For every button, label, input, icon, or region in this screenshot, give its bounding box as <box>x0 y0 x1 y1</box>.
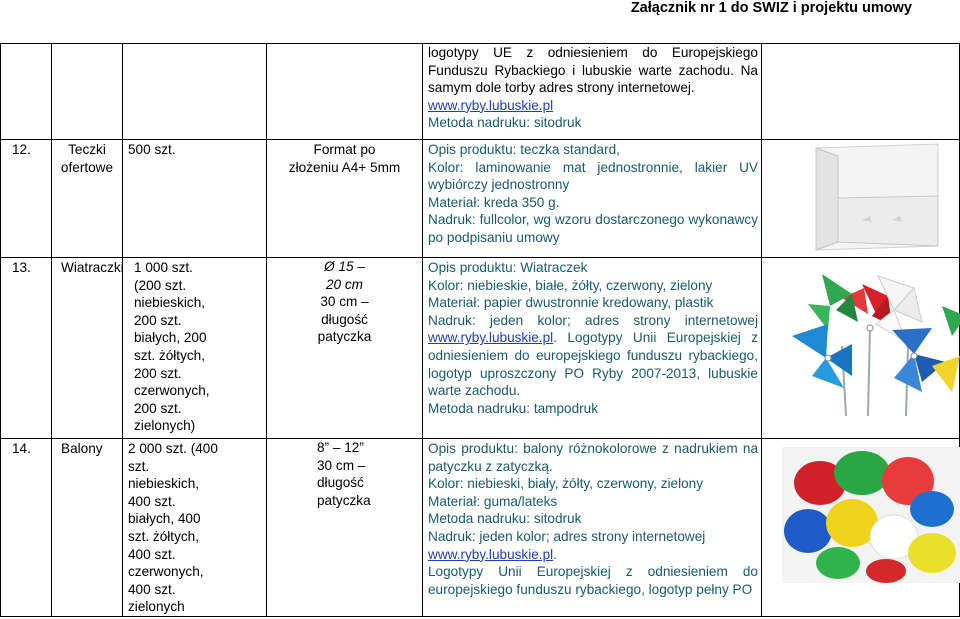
table-row <box>1 44 960 140</box>
kolor-value: laminowanie mat jednostronnie, lakier UV wybiórczy jednostronny <box>428 159 758 193</box>
row-number: 12. <box>1 140 52 258</box>
row-number: 14. <box>1 439 52 617</box>
cell-image <box>762 44 960 140</box>
website-link[interactable]: www.ryby.lubuskie.pl <box>428 97 554 113</box>
website-link[interactable]: www.ryby.lubuskie.pl <box>428 546 554 562</box>
table-row <box>1 439 960 617</box>
cell-description <box>423 140 762 258</box>
quantity-text: 2 000 szt. (400 szt. niebieskich, 400 szt. białych, 400 szt. żółtych, 400 szt. czerwonych, 400 szt. zielonych <box>128 441 218 615</box>
size <box>267 439 423 617</box>
kolor-label: Kolor: <box>428 159 464 175</box>
product-name: Wiatraczki <box>52 258 123 439</box>
size-diameter: 8” – 12” <box>317 440 364 455</box>
kolor-value: niebieski, biały, żółty, czerwony, zielony <box>467 476 704 492</box>
cell-image <box>762 258 960 439</box>
product-name: Teczki ofertowe <box>52 140 123 258</box>
kolor-label: Kolor: <box>428 476 464 492</box>
size <box>267 258 423 439</box>
opis-value: Wiatraczek <box>520 260 588 275</box>
product-name: Balony <box>52 439 123 617</box>
kolor-value: niebieskie, białe, żółty, czerwony, zielony <box>467 277 713 293</box>
size: Format po złożeniu A4+ 5mm <box>267 140 423 258</box>
cell-qty <box>123 44 267 140</box>
opis-label: Opis produktu: <box>428 142 517 157</box>
logo-text: Logotypy Unii Europejskiej z odniesieniem do europejskiego funduszu rybackiego, logotyp pełny PO <box>428 564 758 597</box>
nadruk-value: fullcolor, wg wzoru dostarczonego wykonawcy po podpisaniu umowy <box>428 212 758 245</box>
method-label: Metoda nadruku: <box>428 400 531 416</box>
nadruk-value: jeden kolor; adres strony internetowej <box>479 528 706 544</box>
cell-name <box>52 44 123 140</box>
size-length: 30 cm – długość patyczka <box>317 294 372 345</box>
size-length: 30 cm – długość patyczka <box>317 457 371 508</box>
cell-description <box>423 439 762 617</box>
logo-text: . Logotypy Unii Europejskiej z odniesieniem do europejskiego funduszu rybackiego, logotyp uproszczony PO Ryby 2007-2013, lubuskie warte zachodu. <box>428 330 758 399</box>
opis-value: teczka standard, <box>520 142 620 157</box>
nadruk-value: jeden kolor; adres strony internetowej <box>489 312 758 328</box>
website-link[interactable]: www.ryby.lubuskie.pl <box>428 330 554 346</box>
material-value: guma/lateks <box>483 493 558 509</box>
nadruk-label: Nadruk: <box>428 528 476 544</box>
cell-num <box>1 44 52 140</box>
method-label: Metoda nadruku: <box>428 115 531 131</box>
cell-size <box>267 44 423 140</box>
size-diameter: Ø 15 – 20 cm <box>324 259 365 292</box>
material-label: Materiał: <box>428 194 481 210</box>
material-value: kreda 350 g. <box>483 194 560 210</box>
method-value: sitodruk <box>533 115 582 131</box>
row-number: 13. <box>1 258 52 439</box>
quantity-text: 1 000 szt. (200 szt. niebieskich, 200 szt. białych, 200 szt. żółtych, 200 szt. czerwonych, 200 szt. zielonych) <box>134 260 210 434</box>
quantity <box>123 258 267 439</box>
description-text: logotypy UE z odniesieniem do Europejskiego Funduszu Rybackiego i lubuskie warte zachodu. Na samym dole torby adres strony internetowej. <box>428 45 758 96</box>
folder-image <box>802 138 960 256</box>
kolor-label: Kolor: <box>428 277 464 293</box>
nadruk-label: Nadruk: <box>428 212 476 228</box>
balloons-image <box>782 447 960 583</box>
table-row <box>1 140 960 258</box>
method-value: tampodruk <box>533 400 599 416</box>
material-label: Materiał: <box>428 295 481 311</box>
material-label: Materiał: <box>428 493 481 509</box>
cell-description <box>423 44 762 140</box>
opis-value: balony różnokolorowe z nadrukiem na patyczku z zatyczką. <box>428 441 759 474</box>
material-value: papier dwustronnie kredowany, plastik <box>483 295 714 311</box>
link-period: . <box>553 546 557 562</box>
pinwheel-image <box>782 266 960 426</box>
cell-description <box>423 258 762 439</box>
cell-image <box>762 439 960 617</box>
document-header: Załącznik nr 1 do SWIZ i projektu umowy <box>630 0 912 16</box>
method-label: Metoda nadruku: <box>428 511 531 527</box>
table-row <box>1 258 960 439</box>
opis-label: Opis produktu: <box>428 441 518 456</box>
quantity: 500 szt. <box>123 140 267 258</box>
cell-image <box>762 140 960 258</box>
quantity <box>123 439 267 617</box>
method-value: sitodruk <box>533 511 582 527</box>
opis-label: Opis produktu: <box>428 260 517 275</box>
product-table <box>0 43 960 617</box>
nadruk-label: Nadruk: <box>428 312 476 328</box>
